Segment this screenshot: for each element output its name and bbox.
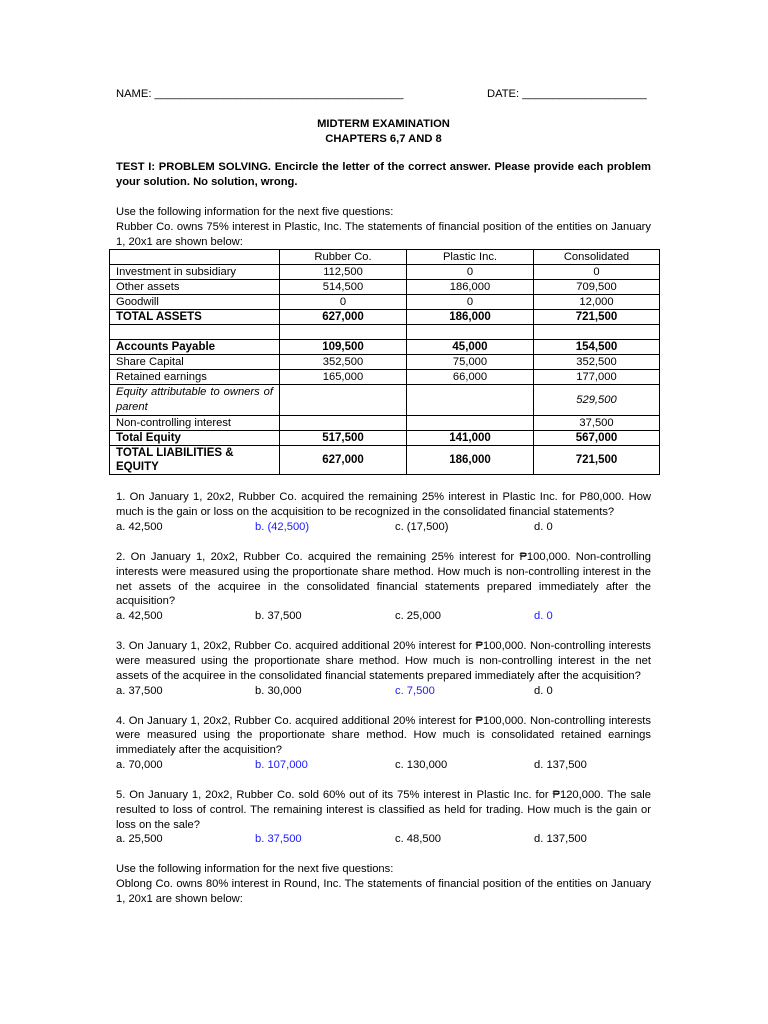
cell-value: 154,500: [534, 340, 660, 355]
set1-intro: Use the following information for the next five questions:: [116, 206, 394, 218]
exam-title: [116, 117, 651, 147]
answer-choice[interactable]: c. 25,000: [395, 610, 442, 623]
table-row: [110, 385, 660, 416]
answer-choice[interactable]: d. 137,500: [534, 758, 587, 771]
set2-description: Oblong Co. owns 80% interest in Round, Inc. The statements of financial position of the entities on January 1, 20x1 are shown below:: [116, 878, 651, 905]
answer-choice[interactable]: a. 25,500: [116, 833, 163, 846]
table-row: [110, 355, 660, 370]
answer-choice-marked[interactable]: d. 0: [534, 610, 553, 623]
set2-intro: Use the following information for the next five questions:: [116, 863, 394, 876]
cell-value: 514,500: [280, 280, 407, 295]
table-row: [110, 310, 660, 325]
cell-value: [280, 325, 407, 340]
answer-choice-marked[interactable]: b. (42,500): [255, 520, 310, 533]
answer-choice[interactable]: a. 42,500: [116, 520, 163, 533]
column-header: [110, 250, 280, 265]
answer-choice[interactable]: a. 70,000: [116, 758, 163, 771]
name-field-label: NAME: ________________________________________: [116, 88, 404, 100]
answer-choice-marked[interactable]: c. 7,500: [395, 684, 435, 697]
cell-value: 141,000: [407, 431, 534, 446]
set1-description: Rubber Co. owns 75% interest in Plastic, Inc. The statements of financial position of the entities on January 1, 20x1 are shown below:: [116, 220, 651, 248]
cell-value: 709,500: [534, 280, 660, 295]
table-row: [110, 446, 660, 475]
cell-value: 627,000: [280, 310, 407, 325]
question-item: [116, 714, 651, 773]
table-row: [110, 265, 660, 280]
row-label: TOTAL LIABILITIES & EQUITY: [110, 446, 280, 475]
cell-value: [407, 385, 534, 416]
row-label: Non-controlling interest: [110, 416, 280, 431]
cell-value: [407, 416, 534, 431]
table-row: [110, 295, 660, 310]
financial-position-table: [109, 249, 660, 475]
answer-choice-marked[interactable]: b. 37,500: [255, 833, 302, 846]
table-row: [110, 280, 660, 295]
cell-value: 12,000: [534, 295, 660, 310]
answer-choice[interactable]: b. 37,500: [255, 610, 302, 623]
answer-choices: [116, 758, 651, 773]
table-row: [110, 340, 660, 355]
header-line: [116, 88, 651, 104]
cell-value: 37,500: [534, 416, 660, 431]
answer-choice[interactable]: a. 42,500: [116, 610, 163, 623]
row-label: Investment in subsidiary: [110, 265, 280, 280]
column-header: Plastic Inc.: [407, 250, 534, 265]
answer-choice[interactable]: c. (17,500): [395, 520, 449, 533]
row-label: Share Capital: [110, 355, 280, 370]
row-label: Goodwill: [110, 295, 280, 310]
row-label: Other assets: [110, 280, 280, 295]
cell-value: 352,500: [534, 355, 660, 370]
answer-choice[interactable]: d. 0: [534, 520, 553, 533]
row-label: TOTAL ASSETS: [110, 310, 280, 325]
answer-choice[interactable]: d. 137,500: [534, 833, 587, 846]
cell-value: 186,000: [407, 310, 534, 325]
question-item: [116, 550, 651, 624]
cell-value: 177,000: [534, 370, 660, 385]
question-text: 3. On January 1, 20x2, Rubber Co. acquired additional 20% interest for ₱100,000. Non-controlling interests were measured using the proportionate share method. How much is non-controlling interest in the net assets of the acquiree in the consolidated financial statements prepared immediately after the acquisition?: [116, 640, 651, 682]
cell-value: 517,500: [280, 431, 407, 446]
answer-choice[interactable]: a. 37,500: [116, 684, 163, 697]
cell-value: 66,000: [407, 370, 534, 385]
question-list: [116, 490, 651, 847]
cell-value: [407, 325, 534, 340]
cell-value: 529,500: [534, 385, 660, 416]
row-label: [110, 325, 280, 340]
cell-value: 109,500: [280, 340, 407, 355]
table-row: [110, 416, 660, 431]
test-instructions: TEST I: PROBLEM SOLVING. Encircle the letter of the correct answer. Please provide each problem your solution. No solution, wrong.: [116, 161, 651, 188]
question-item: [116, 788, 651, 847]
question-text: 1. On January 1, 20x2, Rubber Co. acquired the remaining 25% interest in Plastic Inc. for P80,000. How much is the gain or loss on the acquisition to be recognized in the consolidated financial statements?: [116, 491, 651, 519]
cell-value: 0: [407, 265, 534, 280]
cell-value: 352,500: [280, 355, 407, 370]
title-line-2: CHAPTERS 6,7 AND 8: [325, 133, 442, 145]
exam-page: [116, 88, 651, 907]
answer-choice[interactable]: c. 130,000: [395, 758, 448, 771]
cell-value: 0: [534, 265, 660, 280]
cell-value: 0: [407, 295, 534, 310]
question-item: [116, 490, 651, 535]
cell-value: [534, 325, 660, 340]
row-label: Equity attributable to owners of parent: [110, 385, 280, 416]
cell-value: 567,000: [534, 431, 660, 446]
cell-value: 112,500: [280, 265, 407, 280]
question-text: 5. On January 1, 20x2, Rubber Co. sold 60% out of its 75% interest in Plastic Inc. for ₱120,000. The sale resulted to loss of control. The remaining interest is classified as held for trading. How much is the gain or loss on the sale?: [116, 788, 651, 831]
date-field-label: DATE: ____________________: [487, 88, 647, 100]
cell-value: 721,500: [534, 310, 660, 325]
answer-choices: [116, 684, 651, 699]
cell-value: [280, 385, 407, 416]
row-label: Total Equity: [110, 431, 280, 446]
cell-value: 627,000: [280, 446, 407, 475]
column-header: Consolidated: [534, 250, 660, 265]
title-line-1: MIDTERM EXAMINATION: [317, 118, 450, 130]
cell-value: [280, 416, 407, 431]
row-label: Accounts Payable: [110, 340, 280, 355]
cell-value: 75,000: [407, 355, 534, 370]
answer-choice[interactable]: d. 0: [534, 684, 553, 697]
row-label: Retained earnings: [110, 370, 280, 385]
cell-value: 45,000: [407, 340, 534, 355]
answer-choice[interactable]: c. 48,500: [395, 833, 442, 846]
table-header-row: [110, 250, 660, 265]
column-header: Rubber Co.: [280, 250, 407, 265]
question-text: 2. On January 1, 20x2, Rubber Co. acquired the remaining 25% interest for ₱100,000. Non-controlling interests were measured using the proportionate share method. How much is non-controlling interest in the net assets of the acquiree in the consolidated financial statements prepared immediately after the acquisition?: [116, 550, 651, 608]
cell-value: 721,500: [534, 446, 660, 475]
question-text: 4. On January 1, 20x2, Rubber Co. acquired additional 20% interest for ₱100,000. Non-controlling interests were measured using the proportionate share method. How much is consolidated retained earnings immediately after the acquisition?: [116, 714, 651, 757]
answer-choices: [116, 520, 651, 535]
cell-value: 186,000: [407, 280, 534, 295]
cell-value: 0: [280, 295, 407, 310]
answer-choices: [116, 609, 651, 624]
answer-choice-marked[interactable]: b. 107,000: [255, 758, 308, 771]
question-item: [116, 639, 651, 698]
cell-value: 165,000: [280, 370, 407, 385]
answer-choices: [116, 832, 651, 847]
cell-value: 186,000: [407, 446, 534, 475]
answer-choice[interactable]: b. 30,000: [255, 684, 302, 697]
table-spacer-row: [110, 325, 660, 340]
table-row: [110, 370, 660, 385]
table-row: [110, 431, 660, 446]
